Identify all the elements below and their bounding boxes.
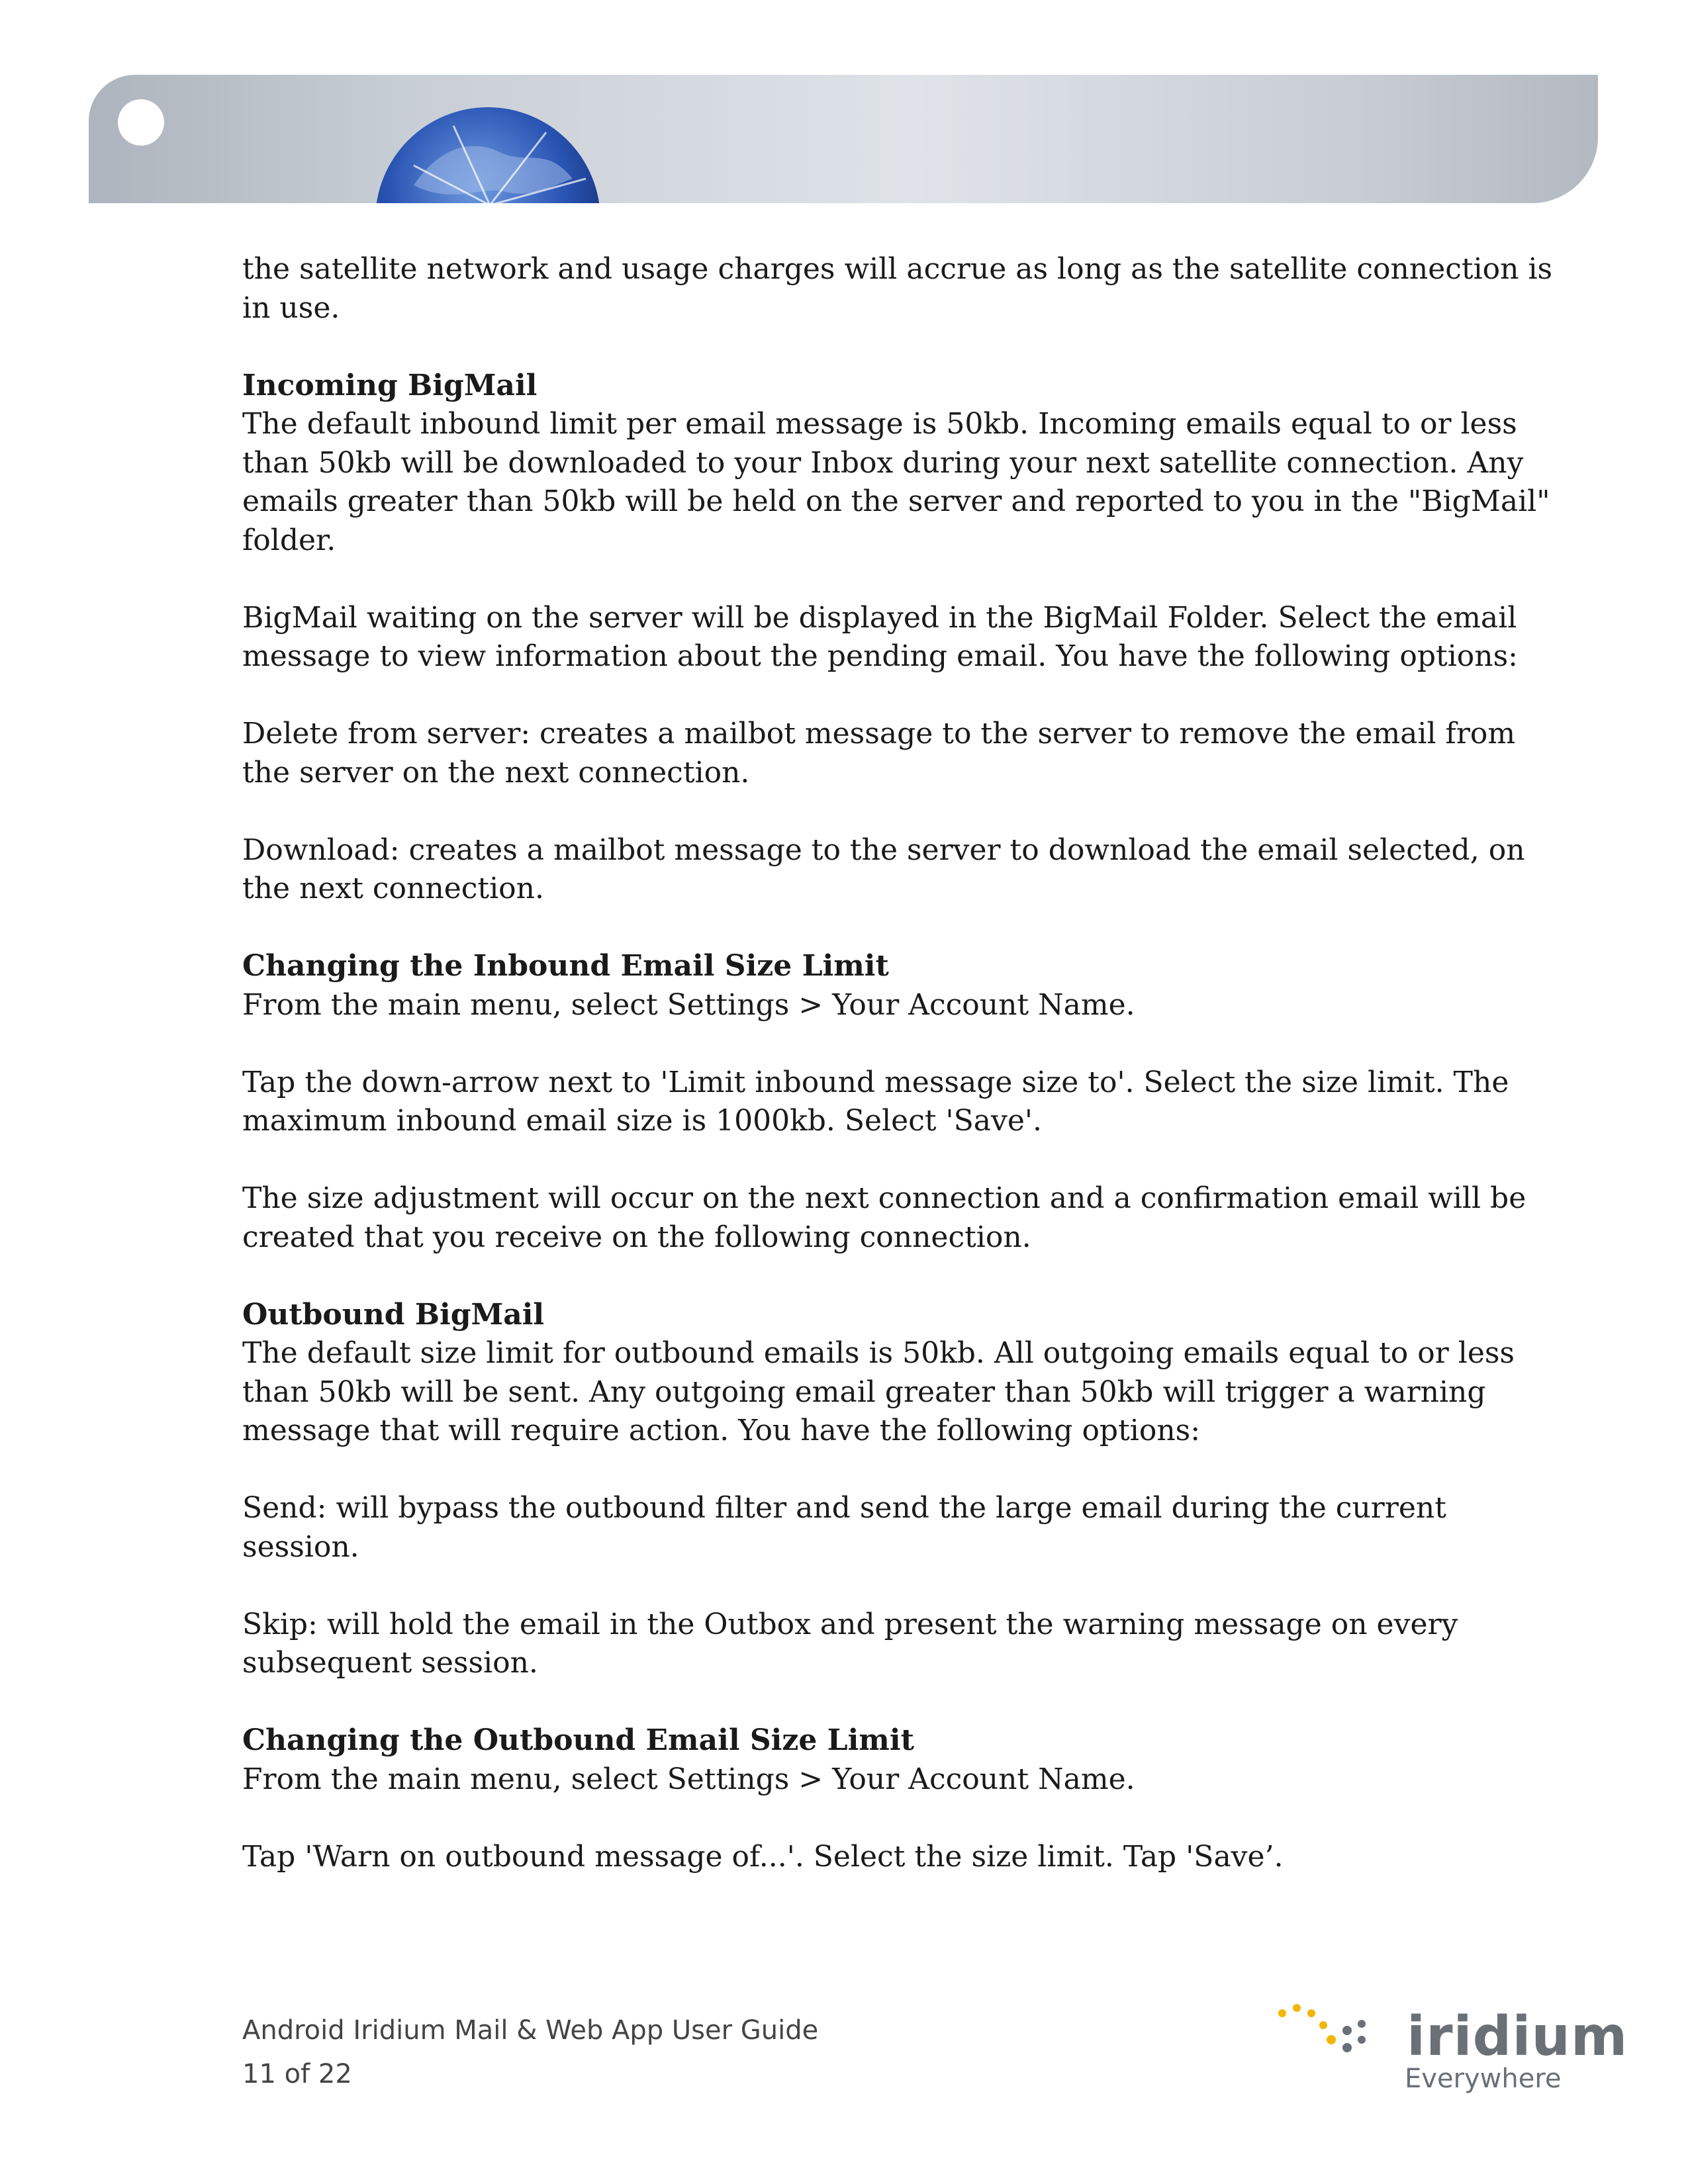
footer-page-number: 11 of 22 (242, 2059, 352, 2089)
globe-icon (374, 106, 602, 203)
header-dot (118, 99, 164, 146)
paragraph-change-outbound-1: From the main menu, select Settings > Your Account Name. (242, 1762, 1135, 1796)
paragraph-outbound-1: The default size limit for outbound emails is 50kb. All outgoing emails equal to or less than 50kb will be sent. Any outgoing email greater than 50kb will trigger a warning message that will require action. You have the following options: (242, 1336, 1515, 1447)
paragraph-change-outbound-2: Tap 'Warn on outbound message of...'. Select the size limit. Tap 'Save’. (242, 1839, 1284, 1874)
heading-outbound-bigmail: Outbound BigMail (242, 1297, 545, 1332)
document-body (242, 250, 1553, 1915)
paragraph-incoming-2: BigMail waiting on the server will be displayed in the BigMail Folder. Select the email message to view information about the pending email. You have the following options: (242, 600, 1518, 673)
paragraph-change-inbound-2: Tap the down-arrow next to 'Limit inbound message size to'. Select the size limit. The maximum inbound email size is 1000kb. Select 'Save'. (242, 1065, 1509, 1138)
footer-guide-title: Android Iridium Mail & Web App User Guide (242, 2015, 819, 2046)
logo-tagline: Everywhere (1405, 2064, 1562, 2094)
heading-change-inbound: Changing the Inbound Email Size Limit (242, 949, 889, 983)
heading-incoming-bigmail: Incoming BigMail (242, 368, 538, 402)
section-incoming (242, 367, 1553, 561)
paragraph-intro: the satellite network and usage charges will accrue as long as the satellite connection is in use. (242, 252, 1553, 325)
paragraph-send: Send: will bypass the outbound filter and send the large email during the current session. (242, 1491, 1446, 1564)
logo-wordmark: iridium (1407, 2005, 1628, 2068)
paragraph-incoming-1: The default inbound limit per email message is 50kb. Incoming emails equal to or less than 50kb will be downloaded to your Inbox during your next satellite connection. Any emails greater than 50kb will be held on the server and reported to you in the "BigMail" folder. (242, 407, 1550, 557)
section-change-inbound (242, 947, 1553, 1024)
paragraph-download: Download: creates a mailbot message to the server to download the email selected, on the next connection. (242, 833, 1525, 905)
paragraph-skip: Skip: will hold the email in the Outbox and present the warning message on every subsequent session. (242, 1607, 1458, 1680)
heading-change-outbound: Changing the Outbound Email Size Limit (242, 1723, 914, 1757)
section-outbound (242, 1296, 1553, 1451)
section-change-outbound (242, 1721, 1553, 1799)
paragraph-delete: Delete from server: creates a mailbot message to the server to remove the email from the server on the next connection. (242, 717, 1516, 790)
paragraph-change-inbound-3: The size adjustment will occur on the next connection and a confirmation email will be created that you receive on the following connection. (242, 1181, 1526, 1254)
paragraph-change-inbound-1: From the main menu, select Settings > Your Account Name. (242, 987, 1135, 1022)
footer (242, 2009, 818, 2096)
header-banner (89, 75, 1598, 203)
